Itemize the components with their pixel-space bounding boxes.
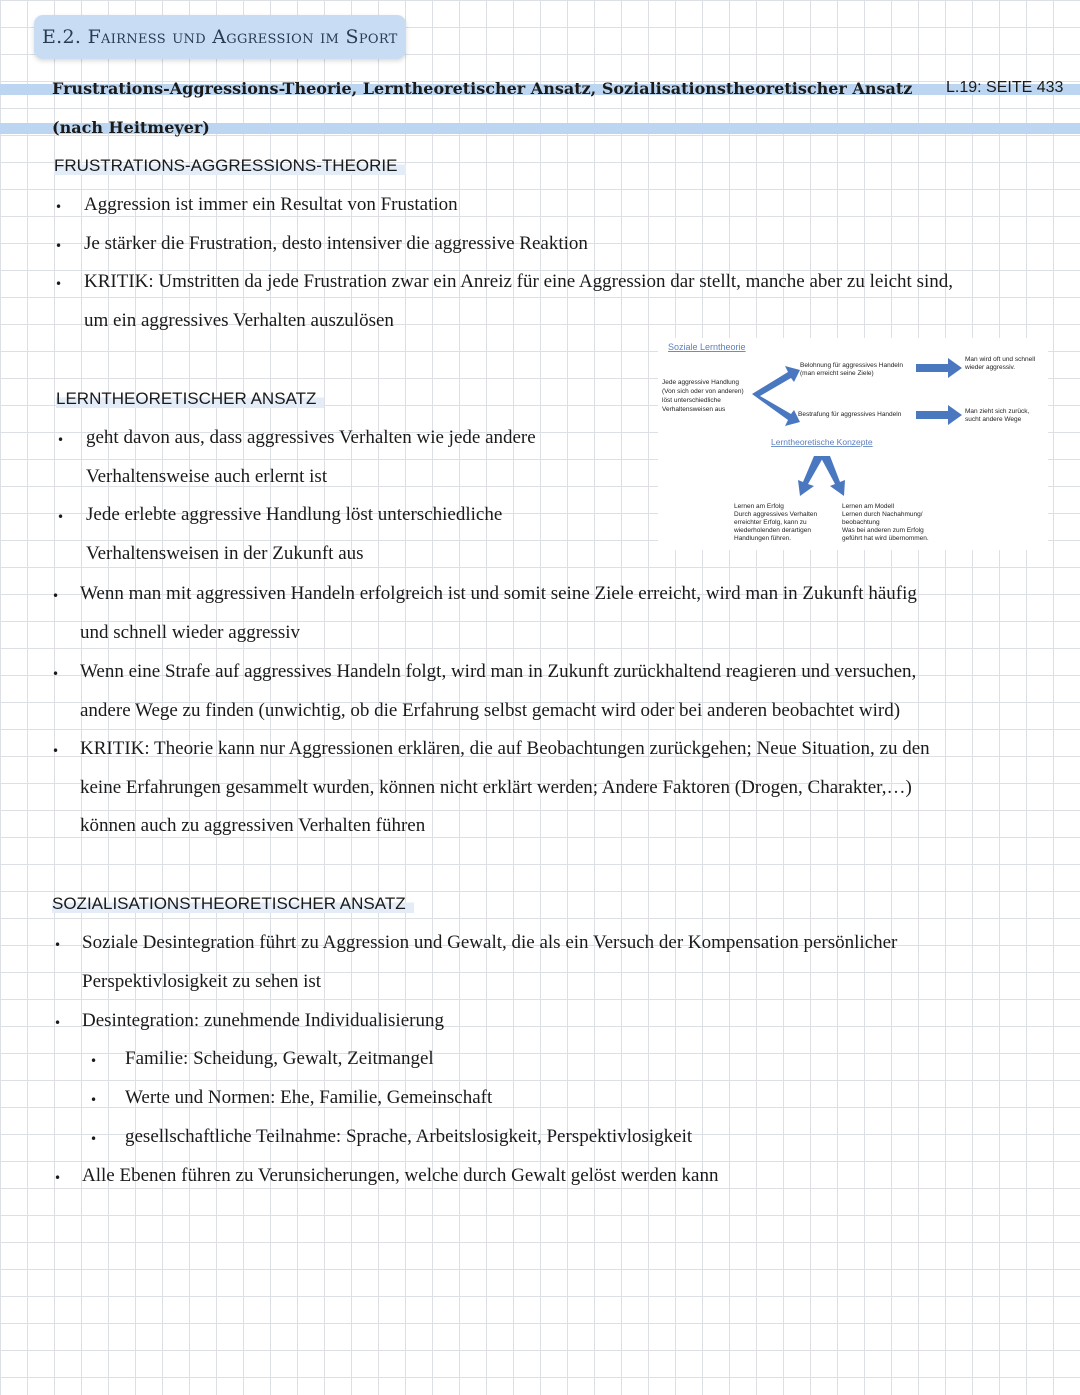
split-arrow-icon: [798, 456, 824, 496]
section-heading-learning: LERNTHEORETISCHER ANSATZ: [56, 389, 324, 409]
text-line: Jede erlebte aggressive Handlung löst unterschiedliche: [86, 504, 503, 525]
sub-bullet-icon: •: [90, 1132, 98, 1146]
section-heading-socialization: SOZIALISATIONSTHEORETISCHER ANSATZ: [52, 894, 414, 914]
diagram-success-text: wiederholenden derartigen: [734, 527, 811, 534]
text-line: Wenn man mit aggressiven Handeln erfolgreich ist und somit seine Ziele erreicht, wird man in Zukunft häufig: [80, 583, 917, 604]
bullet-icon: •: [55, 239, 63, 253]
split-arrow-icon: [820, 456, 845, 496]
diagram-reward-text: Belohnung für aggressives Handeln: [800, 362, 903, 369]
diagram-title: Soziale Lerntheorie: [668, 342, 746, 352]
text-line: KRITIK: Umstritten da jede Frustration zwar ein Anreiz für eine Aggression dar stellt, manche aber zu leicht sind,: [84, 271, 953, 292]
bullet-icon: •: [52, 667, 60, 681]
diagram-left-text: löst unterschiedliche: [662, 397, 721, 404]
bullet-icon: •: [52, 589, 60, 603]
diagram-model-text: geführt hat wird übernommen.: [842, 535, 929, 542]
bullet-icon: •: [55, 200, 63, 214]
text-line: Soziale Desintegration führt zu Aggression und Gewalt, die als ein Versuch der Kompensation persönlicher: [82, 932, 898, 953]
text-line: können auch zu aggressiven Verhalten führen: [80, 815, 426, 836]
diagram-success-text: Durch aggressives Verhalten: [734, 511, 818, 518]
text-line: Alle Ebenen führen zu Verunsicherungen, welche durch Gewalt gelöst werden kann: [82, 1165, 719, 1186]
text-line: Familie: Scheidung, Gewalt, Zeitmangel: [125, 1048, 434, 1069]
section-heading-frustration: FRUSTRATIONS-AGGRESSIONS-THEORIE: [54, 156, 406, 176]
text-line: Wenn eine Strafe auf aggressives Handeln folgt, wird man in Zukunft zurückhaltend reagieren und versuchen,: [80, 661, 917, 682]
social-learning-diagram: [658, 338, 1048, 550]
page-reference: L.19: SEITE 433: [946, 79, 1064, 96]
arrow-right-icon: [916, 358, 962, 378]
text-line: KRITIK: Theorie kann nur Aggressionen erklären, die auf Beobachtungen zurückgehen; Neue Situation, zu den: [80, 738, 930, 759]
diagram-model-text: Lernen am Modell: [842, 503, 895, 510]
diagram-reward-result: Man wird oft und schnell: [965, 356, 1036, 363]
bullet-icon: •: [57, 510, 65, 524]
subtitle-line1: Frustrations-Aggressions-Theorie, Lerntheoretischer Ansatz, Sozialisationstheoretischer Ansatz: [52, 79, 913, 98]
text-line: keine Erfahrungen gesammelt wurden, können nicht erklärt werden; Andere Faktoren (Drogen, Charakter,…): [80, 777, 912, 798]
diagram-left-text: (Von sich oder von anderen): [662, 388, 744, 395]
text-line: und schnell wieder aggressiv: [80, 622, 301, 643]
sub-bullet-icon: •: [90, 1054, 98, 1068]
text-line: Je stärker die Frustration, desto intensiver die aggressive Reaktion: [84, 233, 588, 254]
text-line: Werte und Normen: Ehe, Familie, Gemeinschaft: [125, 1087, 493, 1108]
text-line: andere Wege zu finden (unwichtig, ob die Erfahrung selbst gemacht wird oder bei anderen beobachtet wird): [80, 700, 901, 721]
diagram-success-text: Lernen am Erfolg: [734, 503, 784, 510]
text-line: Desintegration: zunehmende Individualisierung: [82, 1010, 444, 1031]
text-line: Perspektivlosigkeit zu sehen ist: [82, 971, 322, 992]
text-line: Verhaltensweisen in der Zukunft aus: [86, 543, 364, 564]
bullet-icon: •: [54, 938, 62, 952]
text-line: Verhaltensweise auch erlernt ist: [86, 466, 328, 487]
sub-bullet-icon: •: [90, 1093, 98, 1107]
bullet-icon: •: [54, 1171, 62, 1185]
diagram-punish-result: sucht andere Wege: [965, 416, 1022, 423]
subtitle-line2: (nach Heitmeyer): [52, 118, 210, 137]
diagram-punish-result: Man zieht sich zurück,: [965, 408, 1030, 415]
text-line: um ein aggressives Verhalten auszulösen: [84, 310, 394, 331]
diagram-success-text: erreichter Erfolg, kann zu: [734, 519, 807, 526]
bullet-icon: •: [57, 433, 65, 447]
bullet-icon: •: [54, 1016, 62, 1030]
branch-arrow-icon: [752, 366, 800, 426]
text-line: Aggression ist immer ein Resultat von Frustation: [84, 194, 458, 215]
arrow-right-icon: [916, 405, 962, 425]
diagram-left-text: Jede aggressive Handlung: [662, 379, 739, 386]
diagram-success-text: Handlungen führen.: [734, 535, 792, 542]
bullet-icon: •: [52, 744, 60, 758]
diagram-left-text: Verhaltensweisen aus: [662, 406, 726, 413]
diagram-reward-result: wieder aggressiv.: [965, 364, 1016, 371]
diagram-model-text: Lernen durch Nachahmung/: [842, 511, 923, 518]
diagram-model-text: beobachtung: [842, 519, 880, 526]
diagram-model-text: Was bei anderen zum Erfolg: [842, 527, 924, 534]
text-line: gesellschaftliche Teilnahme: Sprache, Arbeitslosigkeit, Perspektivlosigkeit: [125, 1126, 693, 1147]
diagram-reward-text: (man erreicht seine Ziele): [800, 370, 874, 377]
text-line: geht davon aus, dass aggressives Verhalten wie jede andere: [86, 427, 536, 448]
diagram-punish-text: Bestrafung für aggressives Handeln: [798, 411, 902, 418]
diagram-concepts-title: Lerntheoretische Konzepte: [771, 437, 873, 447]
page-title: E.2. Fairness und Aggression im Sport: [34, 15, 406, 59]
bullet-icon: •: [55, 277, 63, 291]
